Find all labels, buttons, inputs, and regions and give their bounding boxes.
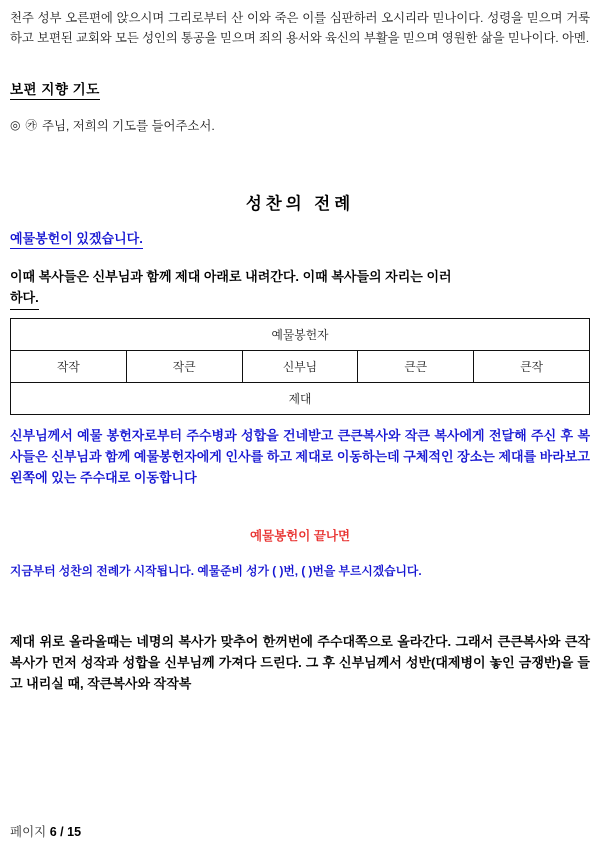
spacer xyxy=(10,134,590,190)
spacer xyxy=(10,415,590,425)
table-cell-position-0: 작작 xyxy=(11,350,127,382)
table-row-header xyxy=(11,318,590,350)
spacer xyxy=(10,249,590,267)
page-footer xyxy=(10,822,81,840)
spacer xyxy=(10,581,590,631)
table-cell-position-3: 큰큰 xyxy=(358,350,474,382)
priest-paragraph: 신부님께서 예물 봉헌자로부터 주수병과 성합을 건네받고 큰큰복사와 작큰 복사에게 전달해 주신 후 복사들은 신부님과 함께 예물봉헌자에게 인사를 하고 제대로 이동하는데 구체적인 장소는 제대를 바라보고 왼쪽에 있는 주수대로 이동합니다 xyxy=(10,427,590,485)
section-heading: 보편 지향 기도 xyxy=(10,78,100,100)
table-cell-position-1: 작큰 xyxy=(126,350,242,382)
footer-total-pages: 15 xyxy=(67,825,82,839)
table-cell-position-priest: 신부님 xyxy=(242,350,358,382)
footer-separator: / xyxy=(60,825,64,839)
altar-positions-table xyxy=(10,318,590,415)
offering-announcement-wrap xyxy=(10,228,590,249)
servers-paragraph-line1: 이때 복사들은 신부님과 함께 제대 아래로 내려간다. 이때 복사들의 자리는 이러 xyxy=(10,269,452,285)
footer-current-page: 6 xyxy=(49,825,57,839)
offering-end-note: 예물봉헌이 끝나면 xyxy=(249,528,351,543)
table-cell-altar: 제대 xyxy=(11,382,590,414)
servers-paragraph xyxy=(10,267,590,310)
spacer xyxy=(10,544,590,562)
closing-paragraph: 제대 위로 올라올때는 네명의 복사가 맞추어 한꺼번에 주수대쪽으로 올라간다. 그래서 큰큰복사와 큰작복사가 먼저 성작과 성합을 신부님께 가져다 드린다. 그 후 신부님께서 성반(대제병이 놓인 금쟁반)을 들고 내리실 때, 작큰복사와 작작복 xyxy=(10,633,590,691)
intro-paragraph: 천주 성부 오른편에 앉으시며 그리로부터 산 이와 죽은 이를 심판하러 오시리라 믿나이다. 성령을 믿으며 거룩하고 보편된 교회와 모든 성인의 통공을 믿으며 죄의 용서와 육신의 부활을 믿으며 영원한 삶을 믿나이다. 아멘. xyxy=(10,11,590,46)
spacer xyxy=(10,488,590,526)
table-cell-position-4: 큰작 xyxy=(474,350,590,382)
prayer-line xyxy=(10,116,590,134)
table-row xyxy=(11,350,590,382)
page-title: 성찬의 전례 xyxy=(245,195,355,214)
offering-announcement: 예물봉헌이 있겠습니다. xyxy=(10,228,143,249)
servers-paragraph-line2: 하다. xyxy=(10,288,39,310)
table-row xyxy=(11,382,590,414)
prayer-text: 주님, 저희의 기도를 들어주소서. xyxy=(41,119,215,134)
hymn-announcement: 지금부터 성찬의 전례가 시작됩니다. 예물준비 성가 ( )번, ( )번을 부르시겠습니다. xyxy=(10,563,422,578)
spacer xyxy=(10,214,590,228)
table-header-offeror: 예물봉헌자 xyxy=(11,318,590,350)
circle-icon: ◎ xyxy=(10,118,21,133)
footer-label: 페이지 xyxy=(10,825,47,839)
ga-marker-icon: ㉮ xyxy=(25,120,37,133)
section-heading-wrap xyxy=(10,78,590,100)
spacer xyxy=(10,48,590,78)
